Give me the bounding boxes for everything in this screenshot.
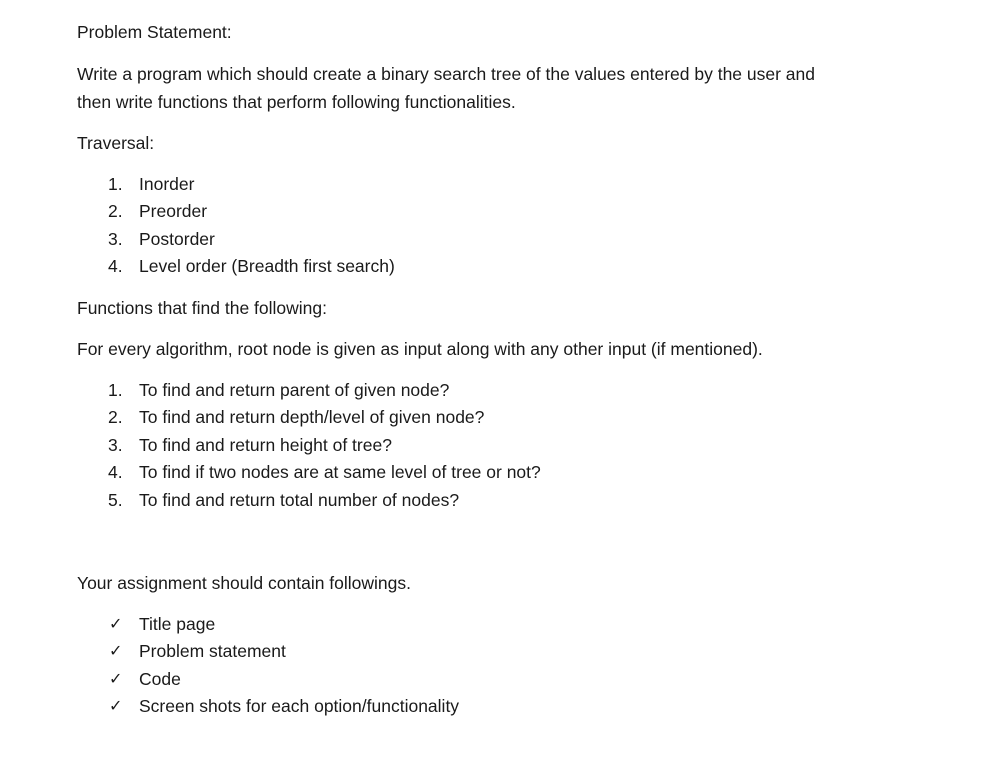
- checkmark-icon: ✓: [109, 668, 123, 688]
- assignment-heading: Your assignment should contain followings.: [77, 573, 412, 593]
- list-item-text: To find and return depth/level of given node?: [139, 407, 485, 428]
- list-item-number: 5.: [108, 489, 123, 510]
- list-item-text: Postorder: [139, 228, 215, 249]
- list-item-text: Code: [139, 668, 181, 689]
- checkmark-icon: ✓: [109, 696, 123, 716]
- list-item-text: Level order (Breadth first search): [139, 256, 395, 277]
- functions-note: For every algorithm, root node is given as input along with any other input (if mentioned).: [77, 339, 763, 359]
- list-item-text: Preorder: [139, 201, 208, 222]
- list-item-number: 2.: [108, 407, 123, 428]
- traversal-heading: Traversal:: [77, 133, 155, 153]
- intro-text-line-2: then write functions that perform following functionalities.: [77, 92, 516, 112]
- list-item-text: Inorder: [139, 174, 195, 194]
- list-item-number: 3.: [108, 228, 123, 249]
- list-item-number: 1.: [108, 380, 123, 400]
- list-item-text: To find and return total number of nodes?: [139, 489, 460, 510]
- list-item-number: 2.: [108, 201, 123, 222]
- list-item-text: Problem statement: [139, 641, 286, 662]
- list-item-number: 3.: [108, 434, 123, 455]
- functions-heading: Functions that find the following:: [77, 298, 328, 318]
- list-item-text: To find and return height of tree?: [139, 434, 392, 455]
- checkmark-icon: ✓: [109, 641, 123, 661]
- problem-statement-heading: Problem Statement:: [77, 22, 232, 42]
- list-item-text: Screen shots for each option/functionality: [139, 696, 460, 717]
- checkmark-icon: ✓: [109, 614, 123, 633]
- list-item-number: 4.: [108, 256, 123, 277]
- intro-text-line-1: Write a program which should create a binary search tree of the values entered by the user and: [77, 64, 815, 84]
- list-item-text: To find and return parent of given node?: [139, 380, 450, 400]
- list-item-text: Title page: [139, 614, 216, 634]
- list-item-number: 4.: [108, 462, 123, 483]
- list-item-number: 1.: [108, 174, 123, 194]
- list-item-text: To find if two nodes are at same level of tree or not?: [139, 462, 541, 483]
